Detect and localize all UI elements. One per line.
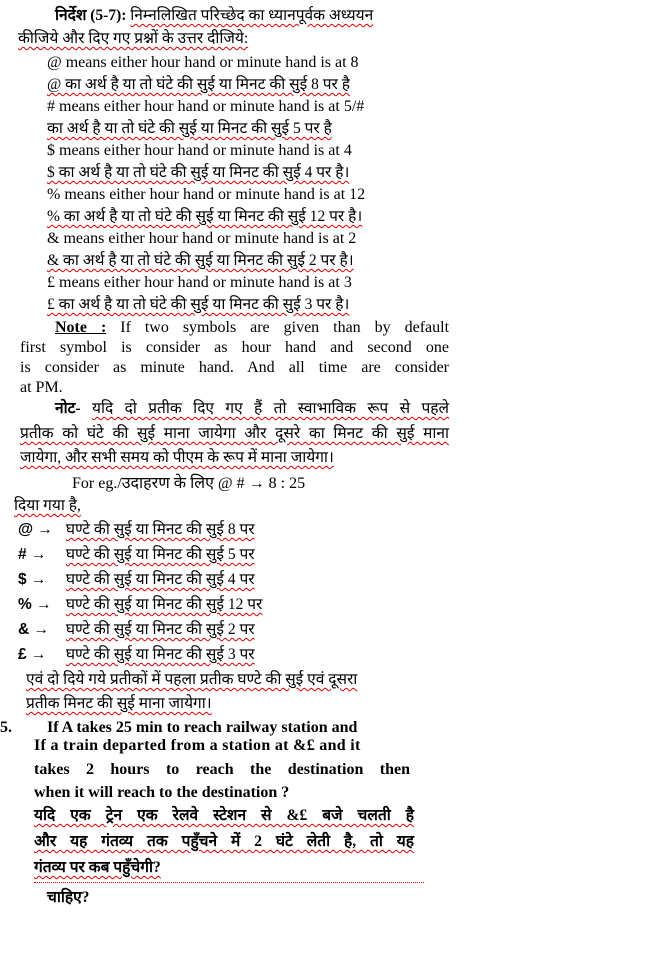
note-en-label: Note : bbox=[55, 319, 107, 336]
note-en-line-1 bbox=[55, 318, 449, 338]
example-line-1: For eg./उदाहरण के लिए @ # → 8 : 25 bbox=[72, 475, 306, 492]
symbol-row-3 bbox=[18, 570, 255, 590]
rule-en-5: & means either hour hand or minute hand is at 2 bbox=[47, 230, 357, 247]
symbol-row-1 bbox=[18, 520, 255, 540]
question-hi-line-2 bbox=[34, 832, 414, 852]
rule-hi-2: का अर्थ है या तो घंटे की सुई या मिनट की सुई 5 पर है bbox=[47, 120, 332, 137]
symbol-row-2 bbox=[18, 545, 255, 565]
symbol-text-3: घण्टे की सुई या मिनट की सुई 4 पर bbox=[65, 571, 255, 588]
closing-hi-line-2: प्रतीक मिनट की सुई माना जायेगा। bbox=[26, 695, 212, 712]
symbol-text-5: घण्टे की सुई या मिनट की सुई 2 पर bbox=[65, 621, 255, 638]
question-en-line-1: If a train departed from a station at &£ and it bbox=[34, 737, 361, 754]
symbol-row-6 bbox=[18, 645, 255, 665]
question-number: 5. bbox=[0, 719, 12, 736]
question-hi-text-2: और यह गंतव्य तक पहुँचने में 2 घंटे लेती है, तो यह bbox=[34, 833, 414, 850]
rule-en-1: @ means either hour hand or minute hand is at 8 bbox=[47, 54, 359, 71]
note-en-line-3: is consider as minute hand. And all time are consider bbox=[20, 359, 449, 376]
symbol-dollar: $ → bbox=[18, 571, 47, 588]
question-en-line-2: takes 2 hours to reach the destination then bbox=[34, 761, 410, 778]
symbol-at: @ → bbox=[18, 521, 53, 538]
trailing-underline bbox=[34, 882, 424, 883]
symbol-hash: # → bbox=[18, 546, 47, 563]
example-line-2: दिया गया है, bbox=[14, 497, 81, 514]
symbol-percent: % → bbox=[18, 596, 52, 613]
symbol-row-5 bbox=[18, 620, 255, 640]
symbol-pound: £ → bbox=[18, 646, 47, 663]
directions-line-2: कीजिये और दिए गए प्रश्नों के उत्तर दीजिये: bbox=[18, 30, 249, 47]
note-en-line-4: at PM. bbox=[20, 379, 63, 396]
note-hi-label: नोट- bbox=[55, 400, 81, 417]
symbol-text-4: घण्टे की सुई या मिनट की सुई 12 पर bbox=[65, 596, 263, 613]
symbol-text-6: घण्टे की सुई या मिनट की सुई 3 पर bbox=[65, 646, 255, 663]
rule-en-6: £ means either hour hand or minute hand is at 3 bbox=[47, 274, 352, 291]
rule-hi-5: & का अर्थ है या तो घंटे की सुई या मिनट की सुई 2 पर है। bbox=[47, 252, 354, 269]
rule-hi-3: $ का अर्थ है या तो घंटे की सुई या मिनट की सुई 4 पर है। bbox=[47, 164, 350, 181]
note-hi-line-2: प्रतीक को घंटे की सुई माना जायेगा और दूसरे का मिनट की सुई माना bbox=[20, 425, 449, 442]
directions-text: निम्नलिखित परिच्छेद का ध्यानपूर्वक अध्ययन bbox=[130, 7, 374, 24]
directions-title: निर्देश (5-7): bbox=[55, 7, 127, 24]
question-hi-line-1 bbox=[34, 806, 414, 826]
rule-hi-4: % का अर्थ है या तो घंटे की सुई या मिनट की सुई 12 पर है। bbox=[47, 208, 363, 225]
rule-hi-6: £ का अर्थ है या तो घंटे की सुई या मिनट की सुई 3 पर है। bbox=[47, 296, 350, 313]
rule-en-3: $ means either hour hand or minute hand is at 4 bbox=[47, 142, 352, 159]
symbol-ampersand: & → bbox=[18, 621, 49, 638]
question-overlap-line: If A takes 25 min to reach railway station and bbox=[47, 719, 358, 736]
symbol-text-2: घण्टे की सुई या मिनट की सुई 5 पर bbox=[65, 546, 255, 563]
note-hi-line-3: जायेगा, और सभी समय को पीएम के रूप में माना जायेगा। bbox=[20, 449, 334, 466]
question-hi-line-3 bbox=[34, 858, 161, 878]
closing-hi-line-1: एवं दो दिये गये प्रतीकों में पहला प्रतीक घण्टे की सुई एवं दूसरा bbox=[26, 671, 358, 688]
rule-en-4: % means either hour hand or minute hand is at 12 bbox=[47, 186, 366, 203]
question-en-line-3: when it will reach to the destination ? bbox=[34, 784, 290, 801]
question-hi-text-1: यदि एक ट्रेन एक रेलवे स्टेशन से &£ बजे चलती है bbox=[34, 807, 414, 824]
trailing-text: चाहिए? bbox=[47, 889, 90, 906]
note-en-line-2: first symbol is consider as hour hand and second one bbox=[20, 339, 449, 356]
rule-hi-1: @ का अर्थ है या तो घंटे की सुई या मिनट की सुई 8 पर है bbox=[47, 76, 350, 93]
note-hi-text-1: यदि दो प्रतीक दिए गए हैं तो स्वाभाविक रूप से पहले bbox=[91, 400, 450, 417]
directions-line-1 bbox=[55, 6, 450, 26]
symbol-text-1: घण्टे की सुई या मिनट की सुई 8 पर bbox=[65, 521, 255, 538]
rule-en-2: # means either hour hand or minute hand is at 5/# bbox=[47, 98, 365, 115]
question-hi-text-3: गंतव्य पर कब पहुँचेगी? bbox=[34, 859, 161, 876]
note-en-text-1: If two symbols are given than by default bbox=[120, 319, 450, 336]
symbol-row-4 bbox=[18, 595, 262, 615]
note-hi-line-1 bbox=[55, 399, 449, 419]
